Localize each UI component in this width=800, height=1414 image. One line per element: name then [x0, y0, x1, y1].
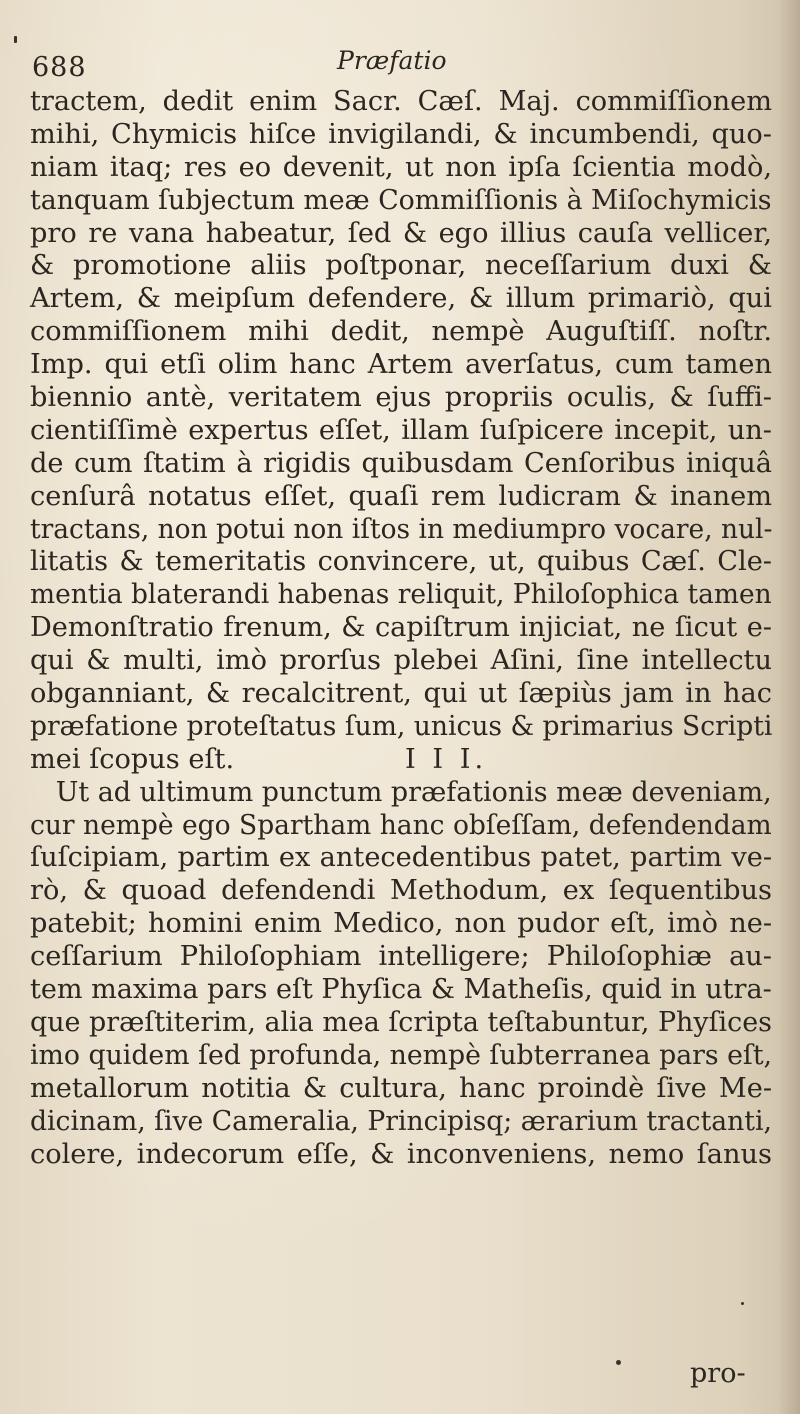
text-line: colere, indecorum eſſe, & inconveniens, nemo ſanus	[30, 1138, 772, 1170]
text-line-section-end	[30, 744, 772, 777]
text-line: metallorum notitia & cultura, hanc proindè ſive Me-	[30, 1072, 772, 1104]
text-line: ceſſarium Philoſophiam intelligere; Philoſophiæ au-	[30, 941, 772, 973]
text-line: & promotione aliis poſtponar, neceſſarium duxi &	[30, 250, 772, 282]
text-line: biennio antè, veritatem ejus propriis oculis, & ſuffi-	[30, 382, 772, 414]
text-line: de cum ſtatim à rigidis quibusdam Cenſoribus iniquâ	[30, 447, 772, 479]
page-number: 688	[32, 52, 87, 83]
text-line: tanquam ſubjectum meæ Commiſſionis à Miſochymicis	[30, 184, 772, 216]
text-line: imo quidem ſed profunda, nempè ſubterranea pars eſt,	[30, 1039, 773, 1071]
section-number: I I I.	[405, 743, 488, 775]
text-line: præfatione proteſtatus ſum, unicus & primarius Scripti	[30, 710, 773, 742]
ink-speck	[616, 1360, 621, 1365]
page-edge-shadow	[778, 0, 800, 1414]
text-line: Ut ad ultimum punctum præfationis meæ deveniam,	[55, 776, 772, 808]
text-line: dicinam, ſive Cameralia, Principisq; ærarium tractanti,	[30, 1105, 772, 1137]
text-line: tem maxima pars eſt Phyſica & Matheſis, quid in utra-	[30, 974, 772, 1006]
text-line: patebit; homini enim Medico, non pudor eſt, imò ne-	[30, 908, 772, 940]
text-line: commiſſionem mihi dedit, nempè Auguſtiſſ. noſtr.	[30, 316, 772, 348]
ink-speck	[14, 36, 17, 43]
text-line: pro re vana habeatur, ſed & ego illius cauſa vellicer,	[30, 217, 772, 249]
text-line: mihi, Chymicis hiſce invigilandi, & incumbendi, quo-	[30, 118, 772, 150]
text-line: Demonſtratio frenum, & capiſtrum injiciat, ne ſicut e-	[30, 612, 772, 644]
text-line: tractem, dedit enim Sacr. Cæſ. Maj. commiſſionem	[30, 86, 772, 117]
text-line: que præſtiterim, alia mea ſcripta teſtabuntur, Phyſices	[30, 1006, 772, 1038]
text-line: Imp. qui etſi olim hanc Artem averſatus, cum tamen	[30, 349, 772, 381]
catchword: pro-	[690, 1358, 746, 1389]
text-line: obganniant, & recalcitrent, qui ut ſæpiùs jam in hac	[30, 678, 772, 710]
text-line: cientiſſimè expertus eſſet, illam ſuſpicere incepit, un-	[30, 414, 772, 446]
text-line: qui & multi, imò prorſus plebei Aſini, ſine intellectu	[30, 645, 772, 677]
running-title: Præfatio	[337, 46, 447, 75]
text-line: rò, & quoad defendendi Methodum, ex ſequentibus	[30, 875, 772, 907]
body-text	[30, 86, 772, 1171]
text-line: cur nempè ego Spartham hanc obſeſſam, defendendam	[30, 809, 772, 841]
running-head	[32, 46, 772, 82]
paragraph-end-text: mei ſcopus eſt.	[30, 743, 235, 775]
text-line: tractans, non potui non iſtos in mediumpro vocare, nul-	[30, 513, 773, 545]
text-line: niam itaq; res eo devenit, ut non ipſa ſcientia modò,	[30, 151, 772, 183]
text-line: Artem, & meipſum defendere, & illum primariò, qui	[30, 283, 772, 315]
text-line: cenſurâ notatus eſſet, quaſi rem ludicram & inanem	[30, 480, 772, 512]
text-line: mentia blaterandi habenas reliquit, Philoſophica tamen	[30, 579, 772, 611]
text-line: ſuſcipiam, partim ex antecedentibus patet, partim ve-	[30, 842, 772, 874]
ink-speck	[741, 1302, 744, 1305]
text-line: litatis & temeritatis convincere, ut, quibus Cæſ. Cle-	[30, 546, 772, 578]
